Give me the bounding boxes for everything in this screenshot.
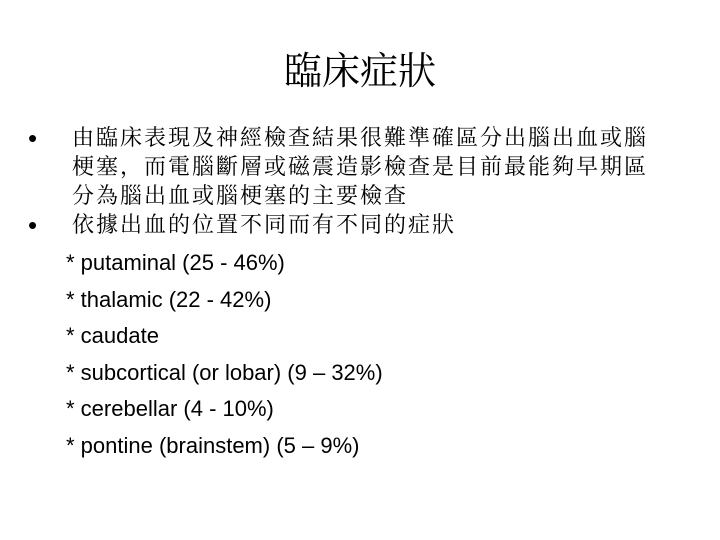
bullet-item (28, 211, 668, 240)
list-item: * subcortical (or lobar) (9 – 32%) (66, 359, 383, 385)
list-item: * thalamic (22 - 42%) (66, 286, 272, 312)
bullet-text: 由臨床表現及神經檢查結果很難準確區分出腦出血或腦梗塞，而電腦斷層或磁震造影檢查是目前最能夠早期區分為腦出血或腦梗塞的主要檢查 (72, 126, 649, 209)
bullet-text: 依據出血的位置不同而有不同的症狀 (72, 213, 457, 238)
slide-title: 臨床症狀 (283, 49, 436, 93)
bullet-list (28, 124, 668, 240)
hemorrhage-location-list (66, 245, 383, 464)
bullet-dot-icon: • (28, 123, 40, 153)
bullet-item (28, 124, 668, 211)
list-item: * cerebellar (4 - 10%) (66, 396, 274, 421)
list-item: * putaminal (25 - 46%) (66, 250, 285, 275)
bullet-dot-icon: • (28, 210, 40, 240)
list-item: * pontine (brainstem) (5 – 9%) (66, 432, 360, 458)
list-item: * caudate (66, 323, 159, 348)
